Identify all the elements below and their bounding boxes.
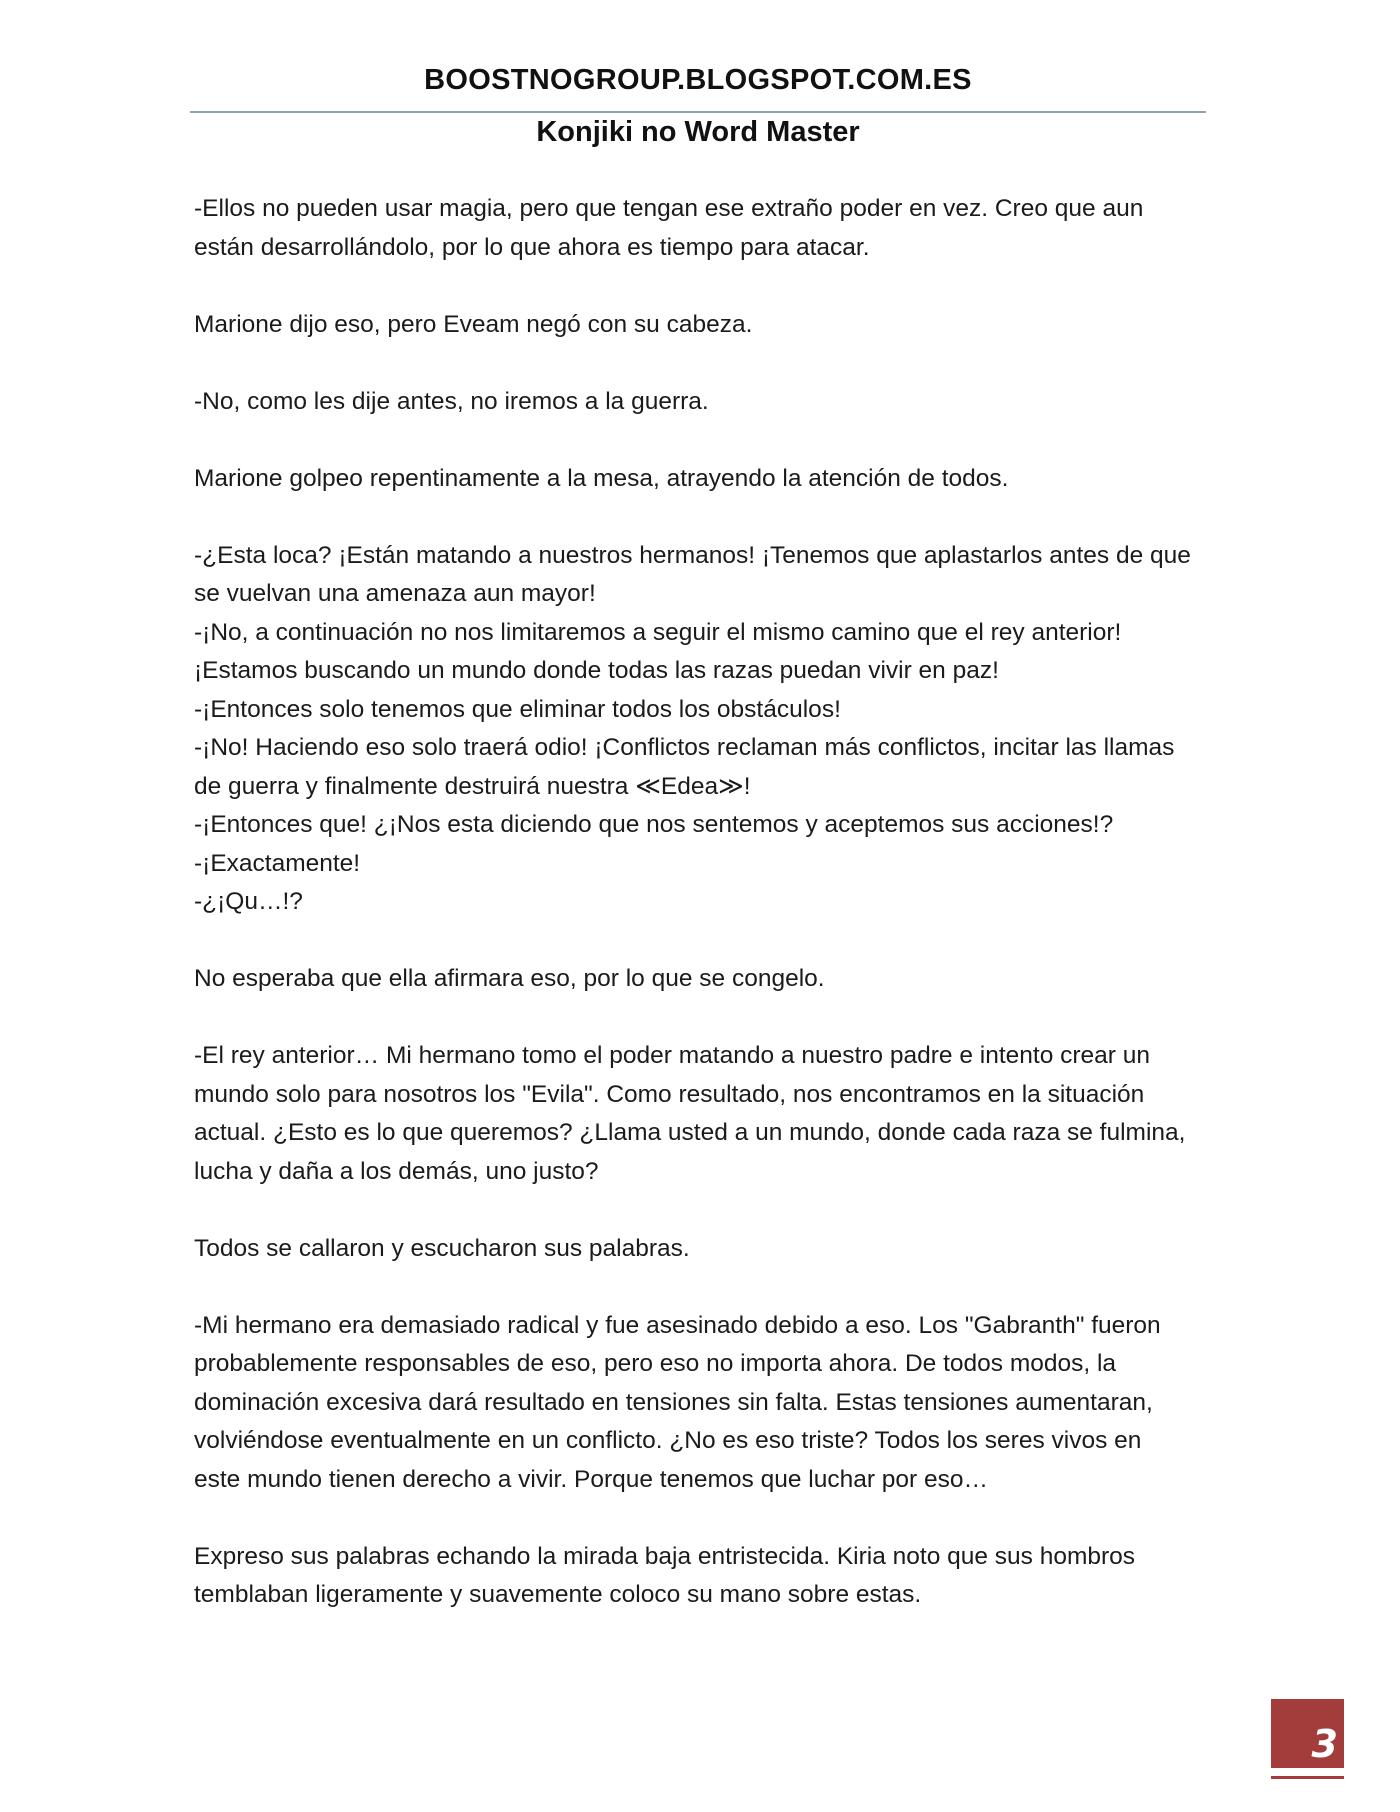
text-line: Marione dijo eso, pero Eveam negó con su cabeza. xyxy=(194,310,753,338)
text-line: -El rey anterior… Mi hermano tomo el poder matando a nuestro padre e intento crear un xyxy=(194,1042,1151,1069)
paragraph xyxy=(194,960,1204,999)
text-line: -¡No, a continuación no nos limitaremos a seguir el mismo camino que el rey anterior! xyxy=(194,618,1122,646)
text-line: ¡Estamos buscando un mundo donde todas las razas puedan vivir en paz! xyxy=(194,657,999,684)
text-line: -¡Exactamente! xyxy=(194,849,361,877)
body-text xyxy=(194,190,1204,1653)
page-number-badge xyxy=(1271,1699,1344,1772)
text-line: -¡No! Haciendo eso solo traerá odio! ¡Conflictos reclaman más conflictos, incitar las llamas xyxy=(194,734,1175,761)
text-line: No esperaba que ella afirmara eso, por lo que se congelo. xyxy=(194,965,825,992)
text-line: actual. ¿Esto es lo que queremos? ¿Llama usted a un mundo, donde cada raza se fulmina, xyxy=(194,1119,1186,1146)
paragraph xyxy=(194,383,1204,422)
text-line: se vuelvan una amenaza aun mayor! xyxy=(194,580,596,607)
text-line: Marione golpeo repentinamente a la mesa, atrayendo la atención de todos. xyxy=(194,464,1009,492)
paragraph xyxy=(194,537,1204,922)
text-line: lucha y daña a los demás, uno justo? xyxy=(194,1157,599,1185)
text-line: volviéndose eventualmente en un conflicto. ¿No es eso triste? Todos los seres vivos en xyxy=(194,1427,1142,1454)
site-header: BOOSTNOGROUP.BLOGSPOT.COM.ES xyxy=(424,64,972,96)
text-line: -No, como les dije antes, no iremos a la guerra. xyxy=(194,387,709,415)
text-line: -¡Entonces que! ¿¡Nos esta diciendo que nos sentemos y aceptemos sus acciones!? xyxy=(194,811,1114,838)
paragraph xyxy=(194,1230,1204,1269)
text-line: están desarrollándolo, por lo que ahora es tiempo para atacar. xyxy=(194,233,870,261)
text-line: -¿Esta loca? ¡Están matando a nuestros hermanos! ¡Tenemos que aplastarlos antes de que xyxy=(194,541,1191,569)
header-divider xyxy=(190,111,1206,113)
text-line: probablemente responsables de eso, pero eso no importa ahora. De todos modos, la xyxy=(194,1350,1117,1377)
page-number-underline xyxy=(1271,1776,1344,1779)
text-line: de guerra y finalmente destruirá nuestra ≪Edea≫! xyxy=(194,772,751,800)
text-line: Todos se callaron y escucharon sus palabras. xyxy=(194,1234,690,1262)
text-line: -¿¡Qu…!? xyxy=(194,888,303,915)
paragraph xyxy=(194,190,1204,267)
text-line: temblaban ligeramente y suavemente coloco su mano sobre estas. xyxy=(194,1581,922,1608)
text-line: -Ellos no pueden usar magia, pero que tengan ese extraño poder en vez. Creo que aun xyxy=(194,195,1144,222)
paragraph xyxy=(194,1037,1204,1191)
text-line: mundo solo para nosotros los "Evila". Como resultado, nos encontramos en la situación xyxy=(194,1080,1145,1108)
book-title: Konjiki no Word Master xyxy=(536,116,860,148)
paragraph xyxy=(194,460,1204,499)
page-number: 3 xyxy=(1311,1722,1338,1766)
paragraph xyxy=(194,1307,1204,1500)
text-line: -Mi hermano era demasiado radical y fue asesinado debido a eso. Los "Gabranth" fueron xyxy=(194,1311,1161,1339)
paragraph xyxy=(194,306,1204,345)
text-line: -¡Entonces solo tenemos que eliminar todos los obstáculos! xyxy=(194,695,841,723)
text-line: este mundo tienen derecho a vivir. Porque tenemos que luchar por eso… xyxy=(194,1465,989,1493)
paragraph xyxy=(194,1538,1204,1615)
text-line: Expreso sus palabras echando la mirada baja entristecida. Kiria noto que sus hombros xyxy=(194,1542,1136,1570)
text-line: dominación excesiva dará resultado en tensiones sin falta. Estas tensiones aumentaran, xyxy=(194,1388,1153,1416)
